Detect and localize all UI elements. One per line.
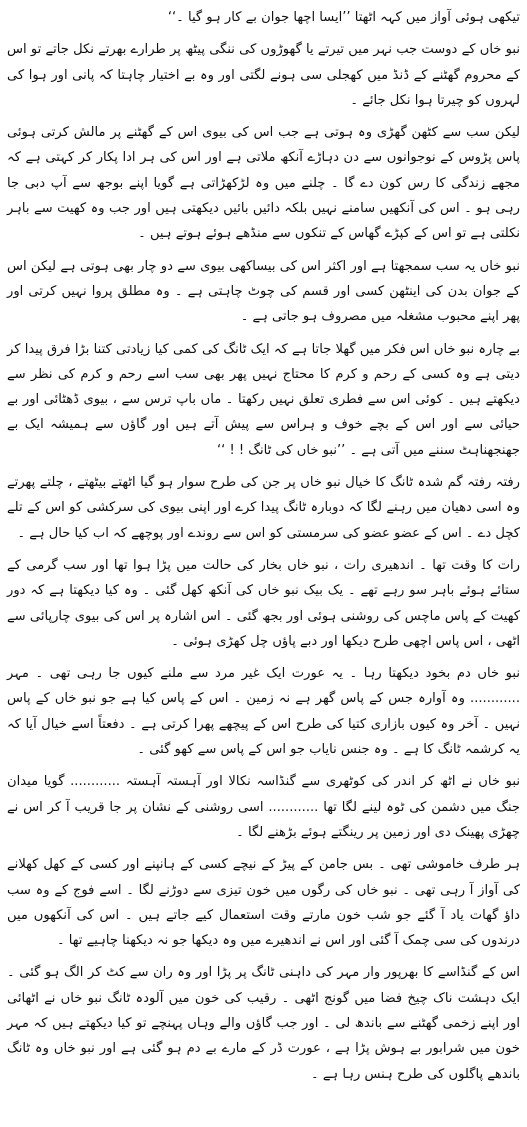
paragraph-9: نبو خاں نے اٹھ کر اندر کی کوٹھری سے گنڈاسہ نکالا اور آہستہ آہستہ ............ گویا میدان جنگ میں دشمن کی ٹوہ لینے لگا تھا ............ اسی روشنی کے نشان پر جا قریب آ کر اس نے چھڑی پھینک دی اور زمین پر رینگتے ہوئے بڑھنے لگا ۔	[7, 774, 520, 840]
paragraph-11: اس کے گنڈاسے کا بھرپور وار مہر کی داہنی ٹانگ پر پڑا اور وہ ران سے کٹ کر الگ ہو گئی ۔ ایک دہشت ناک چیخ فضا میں گونج اٹھی ۔ رقیب کی خون میں آلودہ ٹانگ نبو خاں نے اٹھائی اور اپنے زخمی گھٹنے سے باندھ لی ۔ اور جب گاؤں والے وہاں پہنچے تو کیا دیکھتے ہیں کہ مہر خون میں شرابور بے ہوش پڑا ہے ، عورت ڈر کے مارے بے دم ہو گئی ہے اور نبو خاں وہ ٹانگ باندھے پاگلوں کی طرح ہنس رہا ہے ۔	[7, 965, 520, 1082]
paragraph-2: نبو خاں کے دوست جب نہر میں تیرتے یا گھوڑوں کی ننگی پیٹھ پر طرارے بھرتے نکل جاتے تو اس کے محروم گھٹنے کے ڈنڈ میں کھجلی سی ہونے لگتی اور وہ بے اختیار چاہتا کہ پانی اور ہوا کی لہروں کو چیرتا ہوا نکل جائے ۔	[7, 42, 520, 108]
paragraph-3: لیکن سب سے کٹھن گھڑی وہ ہوتی ہے جب اس کی بیوی اس کے گھٹنے پر مالش کرتی ہوئی پاس پڑوس کے نوجوانوں سے دن دہاڑے آنکھ ملاتی ہے اور اس کی ہر ادا پکار کر کہتی ہے کہ مجھے زندگی کا رس کون دے گا ۔ چلنے میں وہ لڑکھڑاتی ہے گویا اپنے بوجھ سے آپ دبی جا رہی ہو ۔ اس کی آنکھیں سامنے نہیں بلکہ دائیں بائیں دیکھتی ہیں اور جب وہ کھیت سے باہر نکلتی ہے تو اس کے کپڑے گھاس کے تنکوں سے منڈھے ہوئے ہوتے ہیں ۔	[7, 125, 520, 242]
paragraph-8: نبو خاں دم بخود دیکھتا رہا ۔ یہ عورت ایک غیر مرد سے ملنے کیوں جا رہی تھی ۔ مہر ............ وہ آوارہ جس کے پاس گھر ہے نہ زمین ۔ اس کے پاس کیا ہے جو نبو خاں کے پاس نہیں ۔ آخر وہ کیوں بازاری کتیا کی طرح اس کے پیچھے پھرا کرتی ہے ۔ دفعتاً اسے خیال آیا کہ یہ کرشمہ ٹانگ کا ہے ۔ وہ جنس نایاب جو اس کے پاس سے کھو گئی ۔	[7, 666, 520, 758]
paragraph-7: رات کا وقت تھا ۔ اندھیری رات ، نبو خاں بخار کی حالت میں پڑا ہوا تھا اور سب گرمی کے ستائے ہوئے باہر سو رہے تھے ۔ یک بیک نبو خاں کی آنکھ کھل گئی ۔ وہ کیا دیکھتا ہے کہ دور کھیت کے پاس ماچس کی روشنی ہوئی اور بجھ گئی ۔ اس اشارہ پر اس کی بیوی چارپائی سے اٹھی ، اس پاس اچھی طرح دیکھا اور دبے پاؤں چل کھڑی ہوئی ۔	[7, 557, 520, 649]
paragraph-4: نبو خاں یہ سب سمجھتا ہے اور اکثر اس کی بیساکھی بیوی سے دو چار بھی ہوتی ہے لیکن اس کے جوان بدن کی اینٹھن کسی اور قسم کی چوٹ چاہتی ہے ۔ وہ مطلق پروا نہیں کرتی اور پھر اپنے محبوب مشغلہ میں مصروف ہو جاتی ہے ۔	[7, 258, 520, 325]
paragraph-5: بے چارہ نبو خاں اس فکر میں گھلا جاتا ہے کہ ایک ٹانگ کی کمی کیا زیادتی کتنا بڑا فرق پیدا کر دیتی ہے وہ کسی کے رحم و کرم کا محتاج نہیں پھر بھی سب اسے رحم و کرم کی نظر سے دیکھتے ہیں ۔ کوئی اس سے فطری تعلق نہیں رکھتا ۔ ماں باپ ترس سے ، بیوی ڈھٹائی اور بے حیائی سے اور اس کے بچے خوف و ہراس سے پیش آتے ہیں اور گاؤں سے ہمیشہ ایک بے جھنجھناہٹ سننے میں آتی ہے ۔ ’’نبو خاں کی ٹانگ ! ! ‘‘	[7, 341, 520, 458]
paragraph-6: رفتہ رفتہ گم شدہ ٹانگ کا خیال نبو خاں پر جن کی طرح سوار ہو گیا اٹھتے بیٹھتے ، چلتے پھرتے وہ اسی دھیان میں رہنے لگا کہ دوبارہ ٹانگ پیدا کرے اور اپنی بیوی کی سرکشی کو اس کے تلے کچل دے ۔ اس کے عضو عضو کی سرمستی کو اس سے روندے اور پوچھے کہ اب کیا حال ہے ۔	[7, 475, 520, 541]
paragraph-10: ہر طرف خاموشی تھی ۔ بس جامن کے پیڑ کے نیچے کسی کے ہانپنے اور کسی کے کھل کھلانے کی آواز آ رہی تھی ۔ نبو خاں کی رگوں میں خون تیزی سے دوڑنے لگا ۔ اسے فوج کے وہ سب داؤ گھات یاد آ گئے جو شب خون مارتے وقت استعمال کیے جاتے ہیں ۔ اس کی آنکھوں میں درندوں کی سی چمک آ گئی اور اس نے اندھیرے میں وہ دیکھا جو نہ دیکھنا چاہیے تھا ۔	[7, 857, 520, 949]
paragraph-1: تیکھی ہوئی آواز میں کہہ اٹھتا ’’ایسا اچھا جوان بے کار ہو گیا ۔‘‘	[167, 10, 520, 25]
